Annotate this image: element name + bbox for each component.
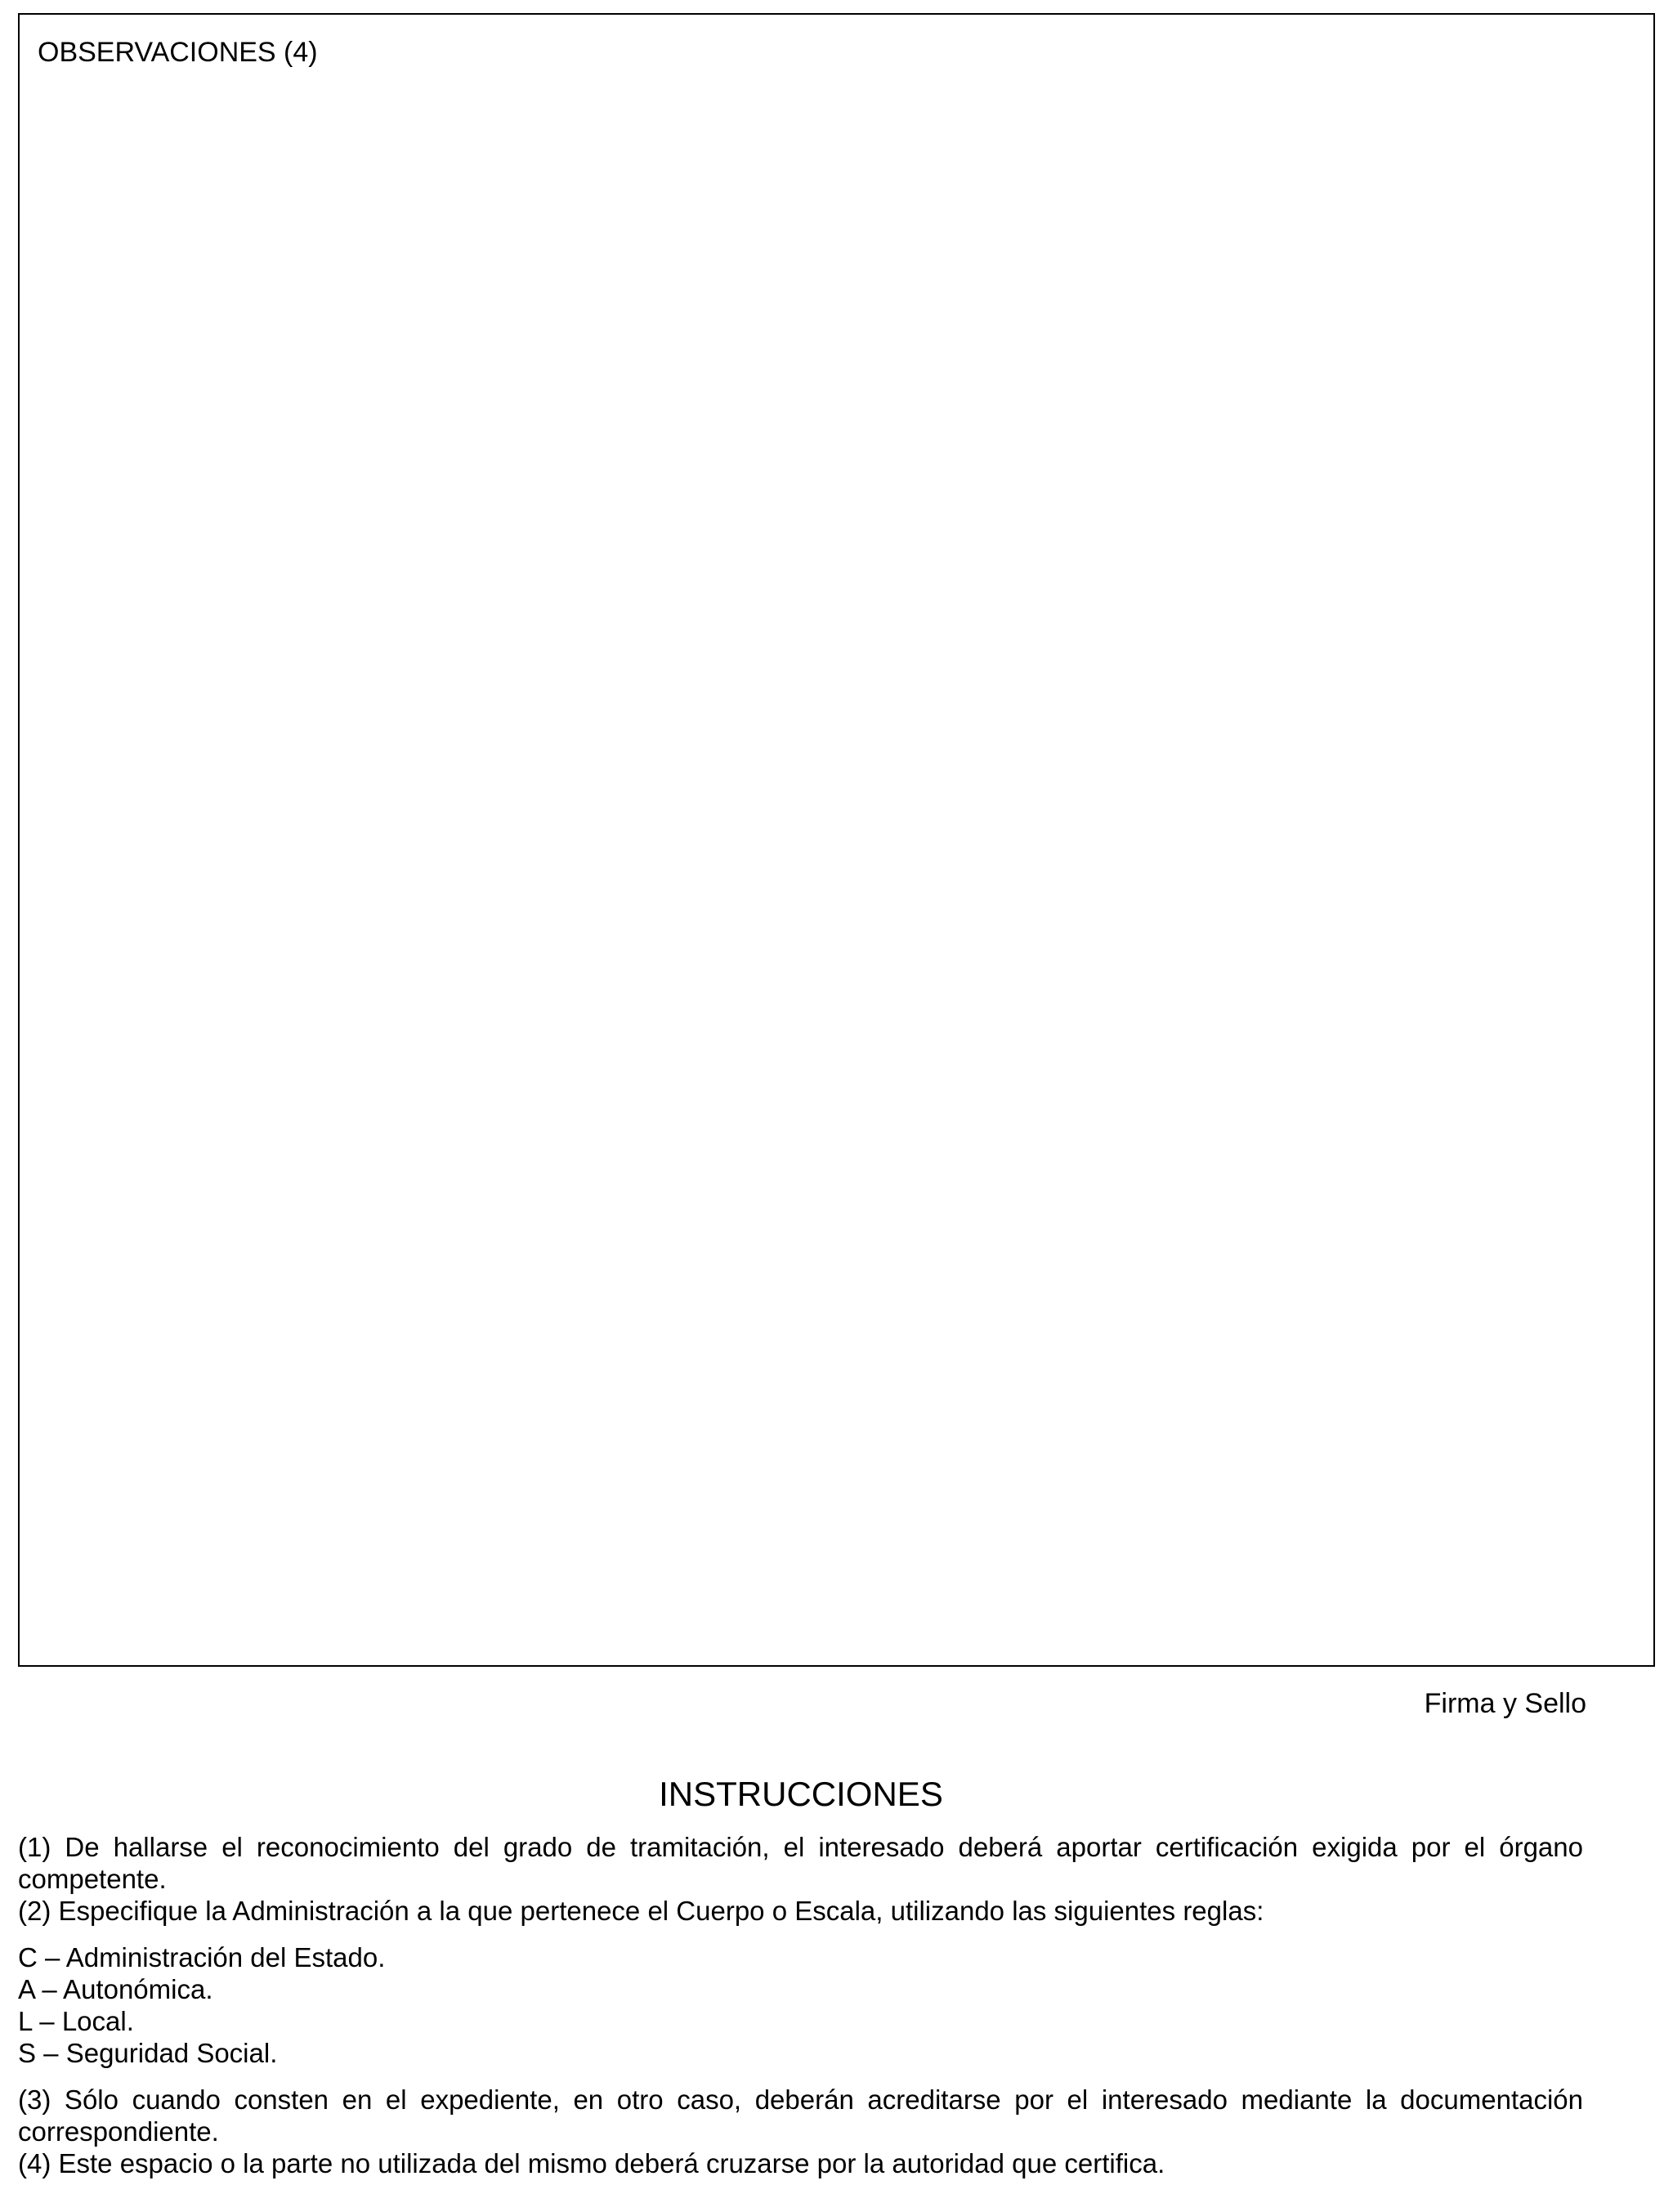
observations-box <box>18 13 1655 1667</box>
instructions-title: INSTRUCCIONES <box>659 1775 943 1813</box>
rule-item-state: C – Administración del Estado. <box>18 1942 386 1972</box>
signature-label: Firma y Sello <box>1424 1688 1586 1719</box>
instruction-note-4: (4) Este espacio o la parte no utilizada del mismo deberá cruzarse por la autoridad que certifica. <box>18 2148 1165 2178</box>
instruction-note-2: (2) Especifique la Administración a la que pertenece el Cuerpo o Escala, utilizando las siguientes reglas: <box>18 1896 1264 1926</box>
rule-item-local: L – Local. <box>18 2006 134 2036</box>
observations-title: OBSERVACIONES (4) <box>38 37 318 68</box>
rule-item-social-security: S – Seguridad Social. <box>18 2038 278 2068</box>
rule-item-autonomous: A – Autonómica. <box>18 1974 213 2004</box>
instruction-note-1: (1) De hallarse el reconocimiento del grado de tramitación, el interesado deberá aportar certificación exigida por el órgano competente. <box>18 1832 1583 1894</box>
administration-rules-list <box>18 1941 1583 2069</box>
instruction-note-3: (3) Sólo cuando consten en el expediente, en otro caso, deberán acreditarse por el interesado mediante la documentación correspondiente. <box>18 2084 1583 2147</box>
instructions-section <box>18 1831 1583 2179</box>
